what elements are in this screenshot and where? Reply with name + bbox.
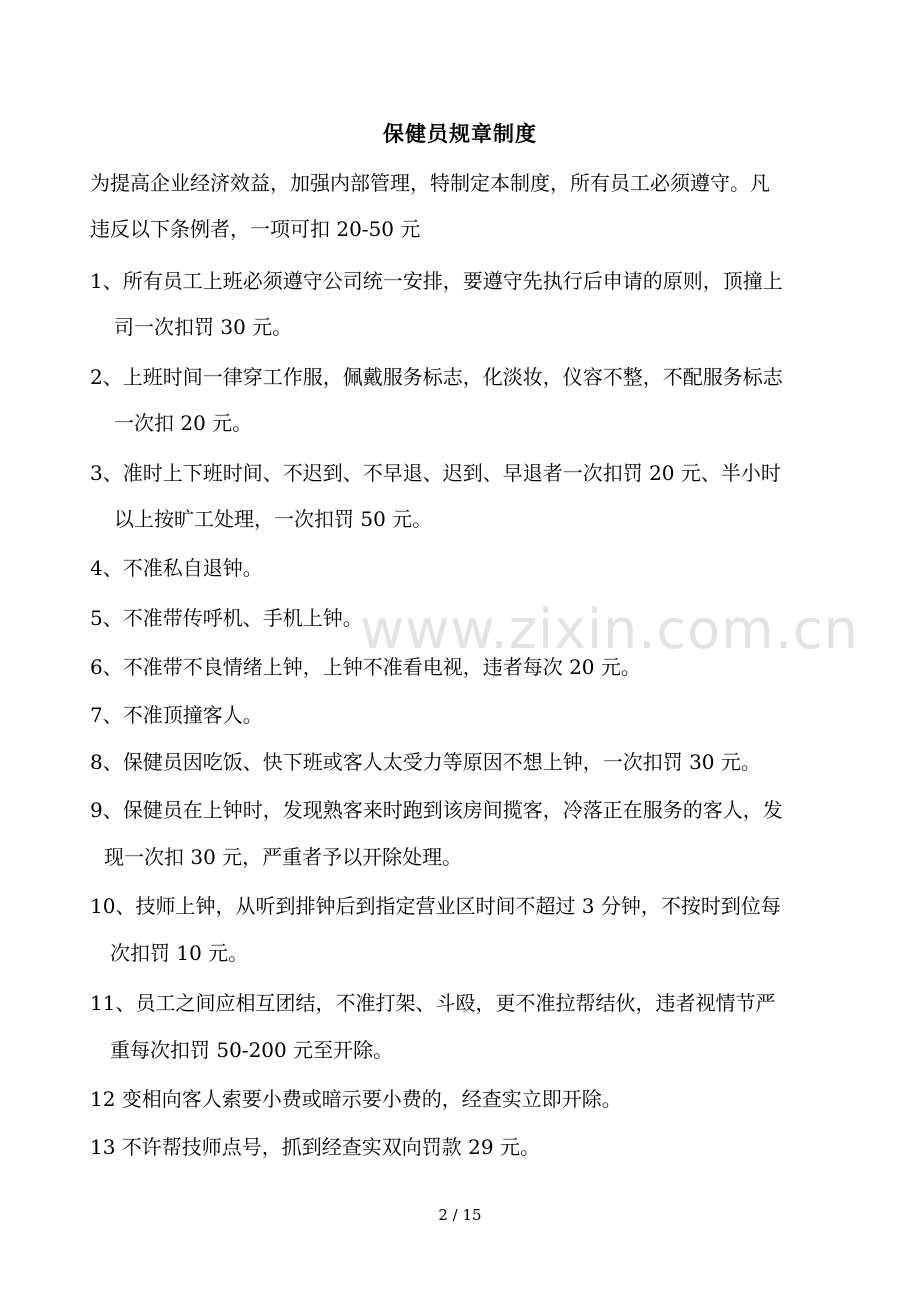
rule-item-8: 8、保健员因吃饭、快下班或客人太受力等原因不想上钟，一次扣罚 30 元。 bbox=[90, 750, 761, 774]
rule-item-12: 12 变相向客人索要小费或暗示要小费的，经查实立即开除。 bbox=[90, 1087, 622, 1111]
intro-line: 为提高企业经济效益，加强内部管理，特制定本制度，所有员工必须遵守。凡 bbox=[90, 171, 770, 195]
rule-item-3: 3、准时上下班时间、不迟到、不早退、迟到、早退者一次扣罚 20 元、半小时 bbox=[90, 461, 781, 485]
intro-line: 违反以下条例者，一项可扣 20-50 元 bbox=[90, 217, 421, 241]
rule-item-1-cont: 司一次扣罚 30 元。 bbox=[114, 315, 293, 339]
rule-item-7: 7、不准顶撞客人。 bbox=[90, 703, 263, 727]
rule-item-2: 2、上班时间一律穿工作服，佩戴服务标志，化淡妆，仪容不整，不配服务标志 bbox=[90, 365, 783, 389]
rule-item-10: 10、技师上钟，从听到排钟后到指定营业区时间不超过 3 分钟，不按时到位每 bbox=[90, 894, 781, 918]
rule-item-3-cont: 以上按旷工处理，一次扣罚 50 元。 bbox=[114, 507, 433, 531]
document-title: 保健员规章制度 bbox=[383, 121, 537, 146]
rule-item-9: 9、保健员在上钟时，发现熟客来时跑到该房间揽客，冷落正在服务的客人，发 bbox=[90, 798, 783, 822]
rule-item-11-cont: 重每次扣罚 50-200 元至开除。 bbox=[110, 1038, 394, 1062]
rule-item-5: 5、不准带传呼机、手机上钟。 bbox=[90, 606, 363, 630]
page-indicator: 2 / 15 bbox=[438, 1206, 482, 1224]
rule-item-6: 6、不准带不良情绪上钟，上钟不准看电视，违者每次 20 元。 bbox=[90, 655, 641, 679]
watermark: www.zixin.com.cn bbox=[360, 598, 859, 661]
rule-item-13: 13 不许帮技师点号，抓到经查实双向罚款 29 元。 bbox=[90, 1135, 540, 1159]
rule-item-11: 11、员工之间应相互团结，不准打架、斗殴，更不准拉帮结伙，违者视情节严 bbox=[90, 991, 776, 1015]
rule-item-9-cont: 现一次扣 30 元，严重者予以开除处理。 bbox=[104, 845, 463, 869]
rule-item-4: 4、不准私自退钟。 bbox=[90, 556, 263, 580]
rule-item-1: 1、所有员工上班必须遵守公司统一安排，要遵守先执行后申请的原则，顶撞上 bbox=[90, 269, 783, 293]
rule-item-2-cont: 一次扣 20 元。 bbox=[114, 411, 253, 435]
rule-item-10-cont: 次扣罚 10 元。 bbox=[110, 941, 249, 965]
